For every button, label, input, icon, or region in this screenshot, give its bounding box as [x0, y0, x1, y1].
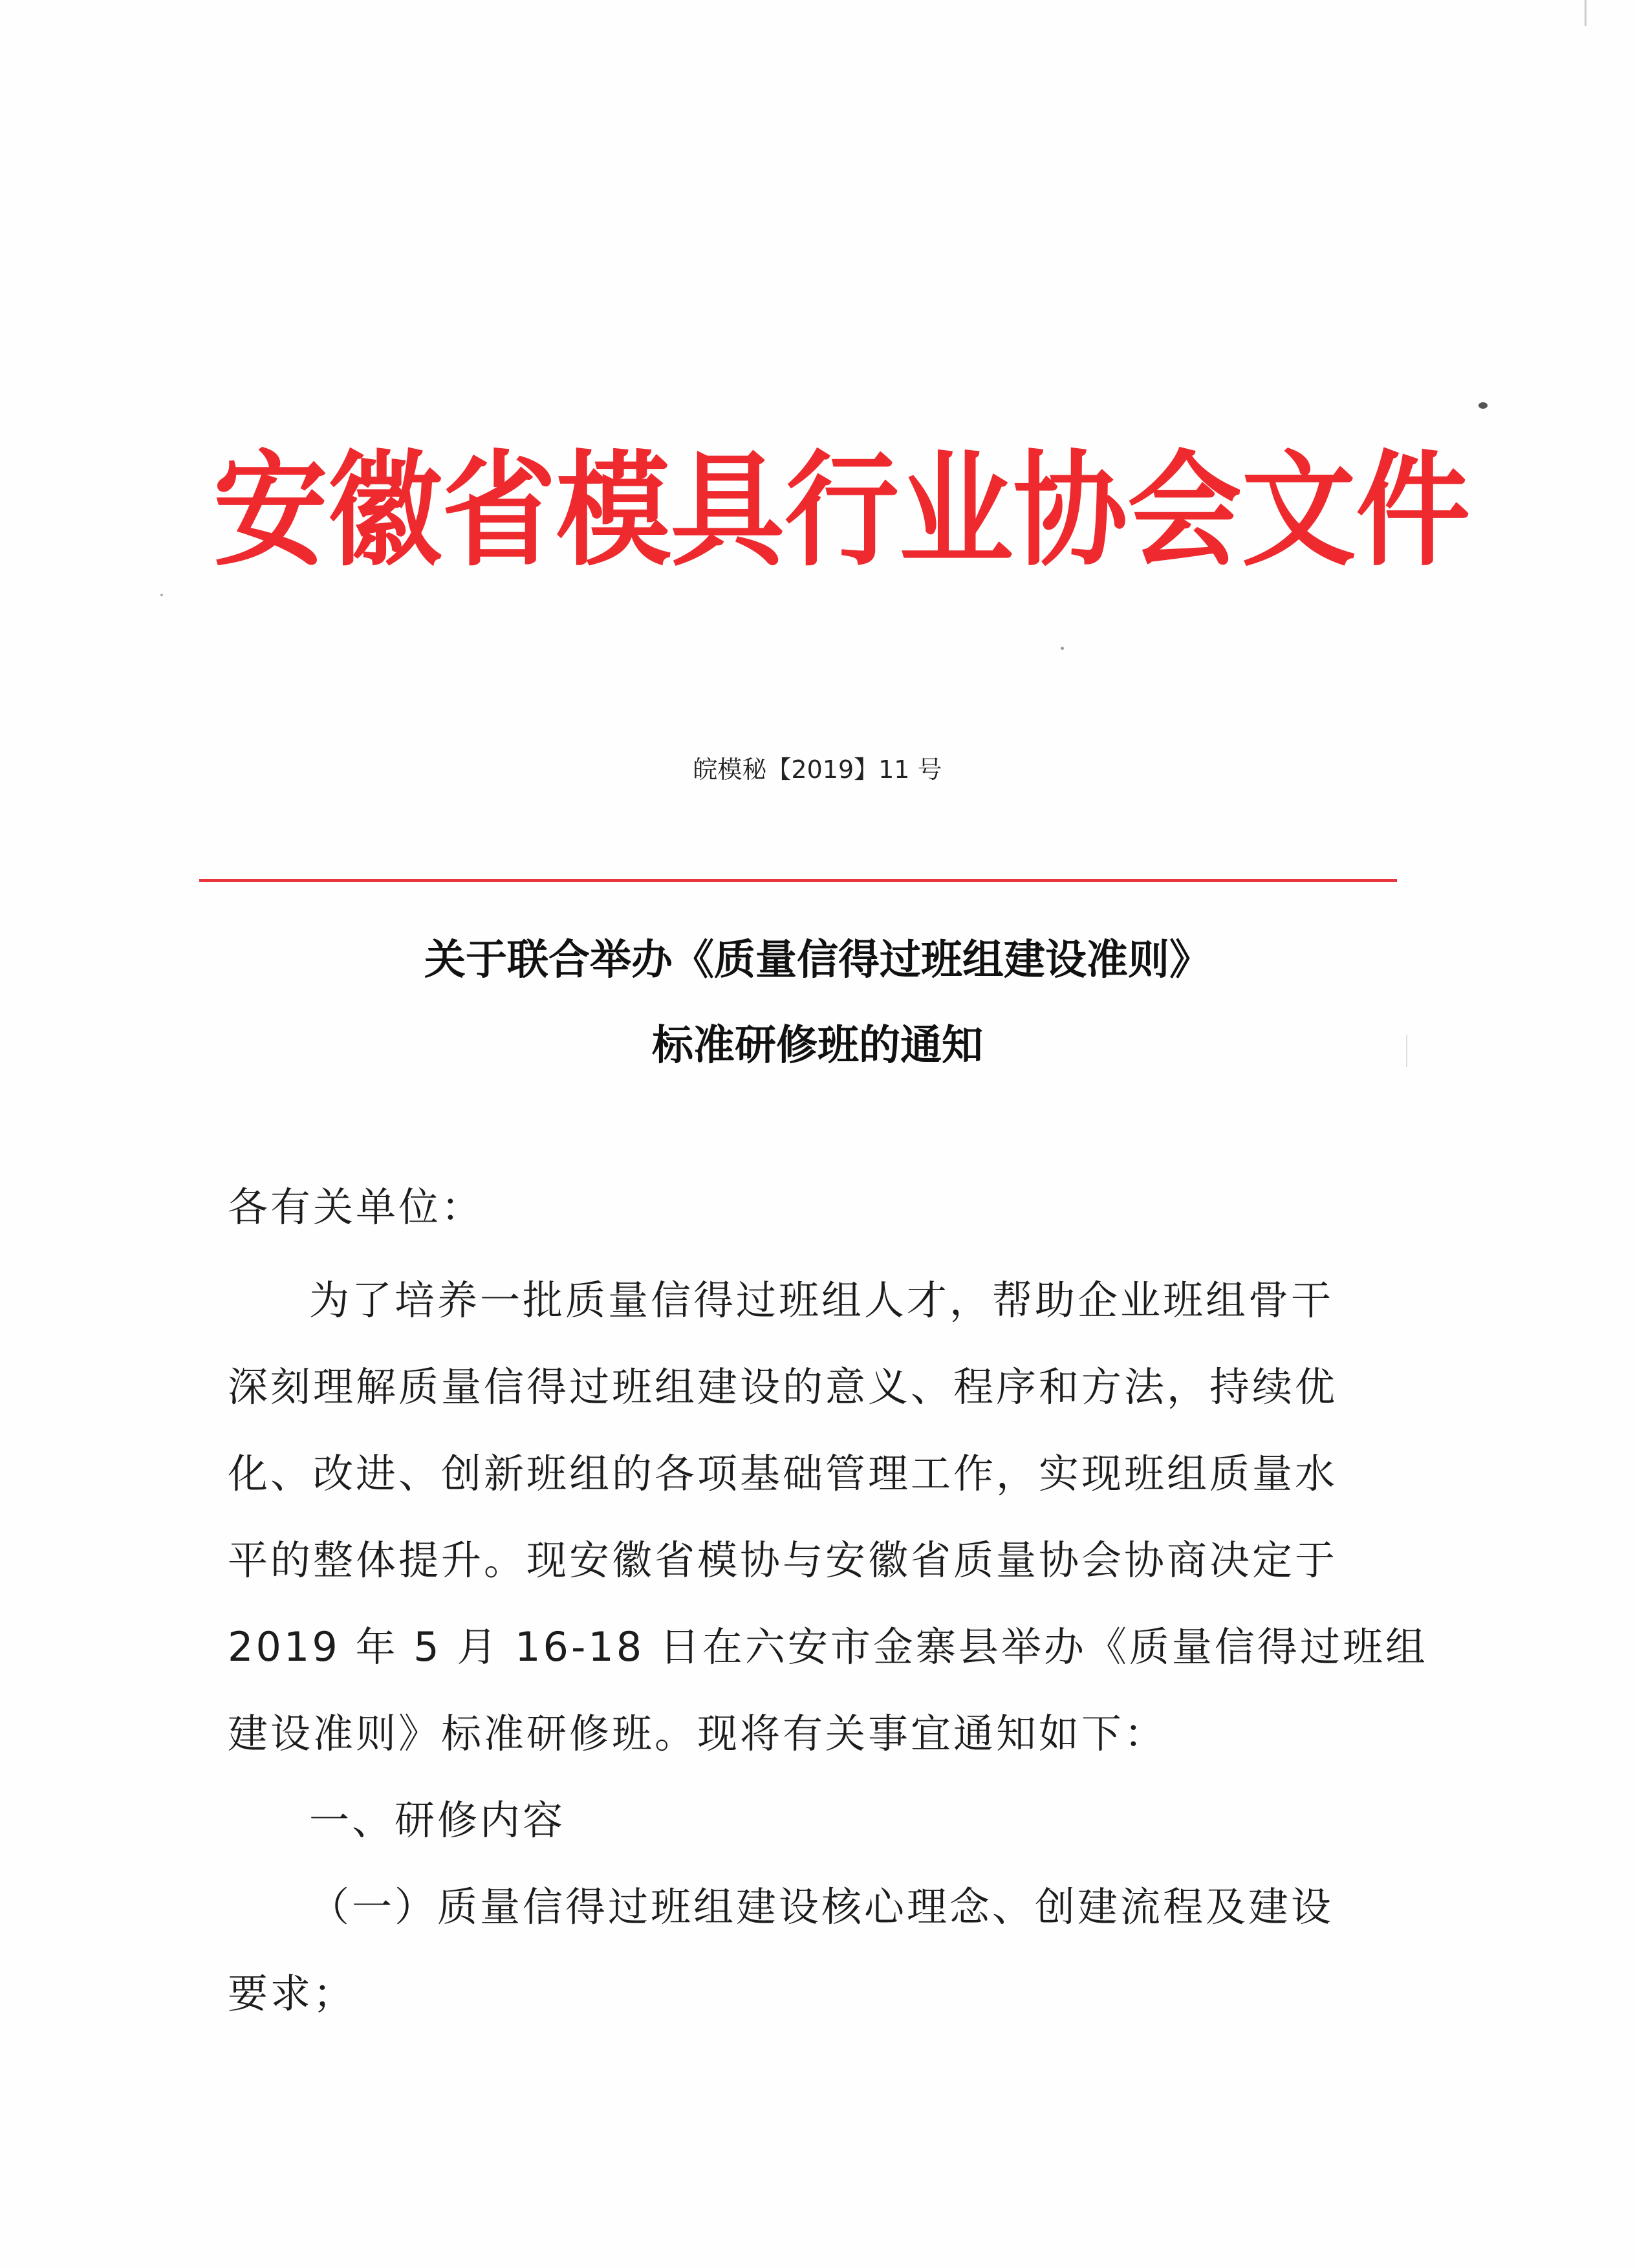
scan-speck [160, 594, 163, 596]
issuing-organization-title: 安徽省模具行业协会文件 [213, 438, 1471, 583]
list-item-line: （一）质量信得过班组建设核心理念、创建流程及建设 [309, 1883, 1334, 1930]
paragraph-line: 为了培养一批质量信得过班组人才，帮助企业班组骨干 [309, 1277, 1334, 1324]
scan-edge-mark [1585, 0, 1586, 26]
document-number: 皖模秘【2019】11 号 [693, 755, 942, 784]
paragraph-line: 2019 年 5 月 16-18 日在六安市金寨县举办《质量信得过班组 [228, 1623, 1428, 1670]
salutation: 各有关单位： [228, 1183, 484, 1231]
paragraph-line: 化、改进、创新班组的各项基础管理工作，实现班组质量水 [228, 1450, 1338, 1497]
paragraph-line: 建设准则》标准研修班。现将有关事宜通知如下： [228, 1710, 1167, 1757]
scan-edge-mark [1406, 1035, 1407, 1067]
scan-speck [1478, 402, 1488, 409]
paragraph-line: 深刻理解质量信得过班组建设的意义、程序和方法，持续优 [228, 1363, 1338, 1410]
section-heading: 一、研修内容 [309, 1797, 566, 1844]
scan-speck [1061, 647, 1064, 650]
notice-title-line-2: 标准研修班的通知 [652, 1022, 983, 1070]
notice-title-line-1: 关于联合举办《质量信得过班组建设准则》 [424, 936, 1211, 984]
paragraph-line: 平的整体提升。现安徽省模协与安徽省质量协会协商决定于 [228, 1537, 1338, 1584]
red-divider-line [199, 879, 1397, 882]
list-item-line: 要求； [228, 1970, 356, 2017]
